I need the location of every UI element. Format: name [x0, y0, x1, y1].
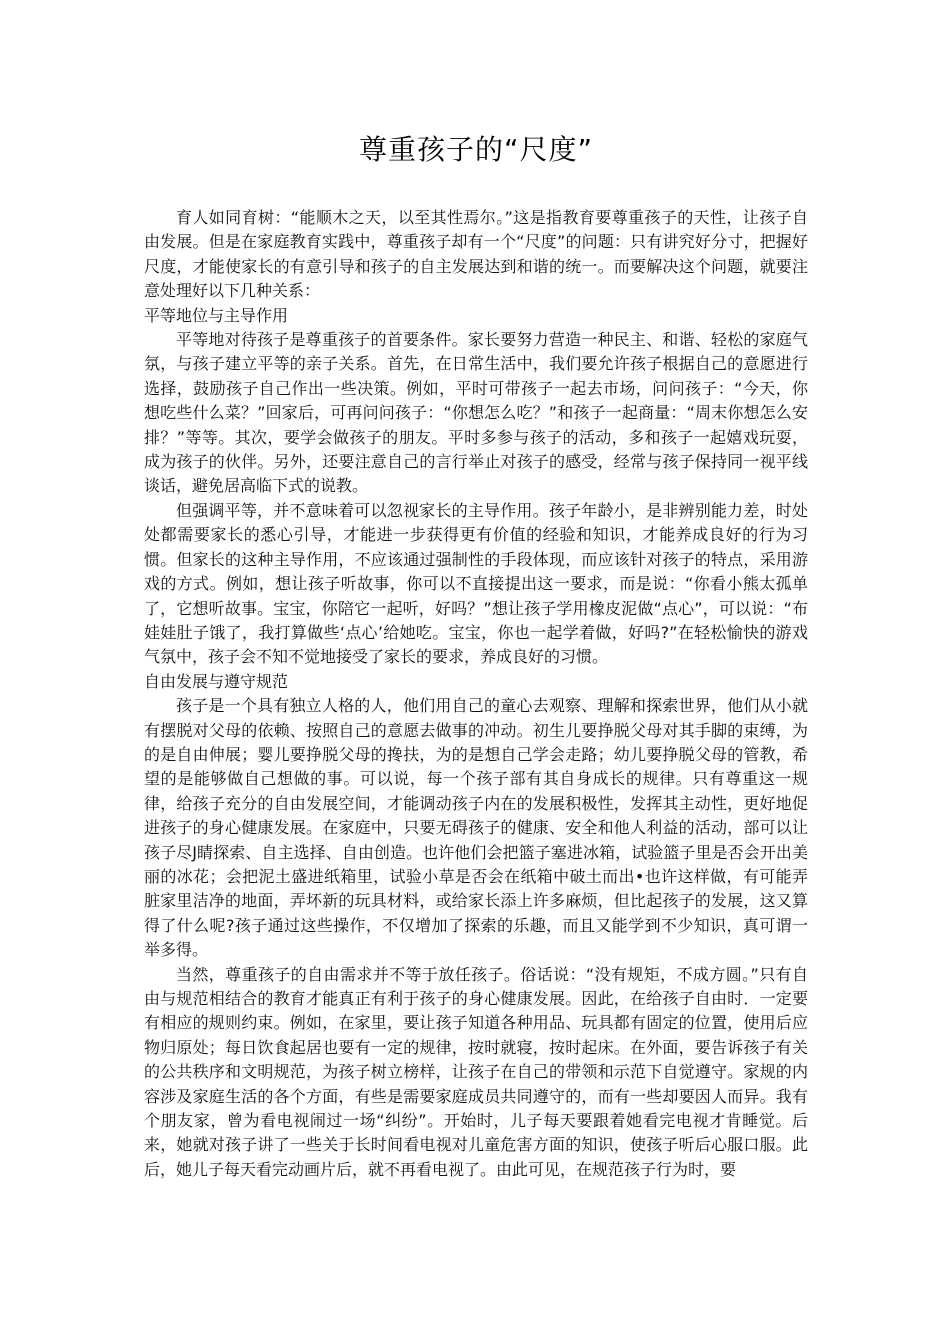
section-heading-freedom: 自由发展与遵守规范: [144, 671, 289, 691]
paragraph-freedom-2: 当然，尊重孩子的自由需求并不等于放任孩子。俗话说：“没有规矩，不成方圆。”只有自由与规范相结合的教育才能真正有利于孩子的身心健康发展。因此，在给孩子自由时．一定要有相应的规则约束。例如，在家里，要让孩子知道各种用品、玩具都有固定的位置，使用后应物归原处；每日饮食起居也要有一定的规律，按时就寝，按时起床。在外面，要告诉孩子有关的公共秩序和文明规范，为孩子树立榜样，让孩子在自己的带领和示范下自觉遵守。家规的内容涉及家庭生活的各个方面，有些是需要家庭成员共同遵守的，而有一些却要因人而异。我有个朋友家，曾为看电视闹过一场“纠纷”。开始时，儿子每天要跟着她看完电视才肯睡觉。后来，她就对孩子讲了一些关于长时间看电视对儿童危害方面的知识，使孩子听后心服口服。此后，她儿子每天看完动画片后，就不再看电视了。由此可见，在规范孩子行为时，要: [144, 964, 808, 1179]
paragraph-intro: 育人如同育树：“能顺木之天，以至其性焉尔。”这是指教育要尊重孩子的天性，让孩子自由发展。但是在家庭教育实践中，尊重孩子却有一个“尺度”的问题：只有讲究好分寸，把握好尺度，才能使家长的有意引导和孩子的自主发展达到和谐的统一。而要解决这个问题，就要注意处理好以下几种关系：: [144, 208, 808, 301]
section-heading-equality: 平等地位与主导作用: [144, 305, 289, 325]
paragraph-equality-1: 平等地对待孩子是尊重孩子的首要条件。家长要努力营造一种民主、和谐、轻松的家庭气氛，与孩子建立平等的亲子关系。首先，在日常生活中，我们要允许孩子根据自己的意愿进行选择，鼓励孩子自己作出一些决策。例如，平时可带孩子一起去市场，问问孩子：“今天，你想吃些什么菜？”回家后，可再问问孩子：“你想怎么吃？”和孩子一起商量：“周末你想怎么安排？”等等。其次，要学会做孩子的朋友。平时多参与孩子的活动，多和孩子一起嬉戏玩耍，成为孩子的伙伴。另外，还要注意自己的言行举止对孩子的感受，经常与孩子保持同一视平线谈话，避免居高临下式的说教。: [144, 330, 808, 496]
paragraph-equality-2: 但强调平等，并不意味着可以忽视家长的主导作用。孩子年龄小，是非辨别能力差，时处处都需要家长的悉心引导，才能进一步获得更有价值的经验和知识，才能养成良好的行为习惯。但家长的这种主导作用，不应该通过强制性的手段体现，而应该针对孩子的特点，采用游戏的方式。例如，想让孩子听故事，你可以不直接提出这一要求，而是说：“你看小熊太孤单了，它想听故事。宝宝，你陪它一起听，好吗？”想让孩子学用橡皮泥做“点心”，可以说：“布娃娃肚子饿了，我打算做些‘点心’给她吃。宝宝，你也一起学着做，好吗?”在轻松愉快的游戏气氛中，孩子会不知不觉地接受了家长的要求，养成良好的习惯。: [144, 500, 808, 667]
page-title: 尊重孩子的“尺度”: [358, 133, 593, 166]
paragraph-freedom-1: 孩子是一个具有独立人格的人，他们用自己的童心去观察、理解和探索世界，他们从小就有摆脱对父母的依赖、按照自己的意愿去做事的冲动。初生儿要挣脱父母对其手脚的束缚，为的是自由伸展；婴儿要挣脱父母的搀扶，为的是想自己学会走路；幼儿要挣脱父母的管教，希望的是能够做自己想做的事。可以说，每一个孩子部有其自身成长的规律。只有尊重这一规律，给孩子充分的自由发展空间，才能调动孩子内在的发展积极性，发挥其主动性，更好地促进孩子的身心健康发展。在家庭中，只要无碍孩子的健康、安全和他人利益的活动，部可以让孩子尽J睛探索、自主选择、自由创造。也许他们会把篮子塞进冰箱，试验篮子里是否会开出美丽的冰花；会把泥土盛进纸箱里，试验小草是否会在纸箱中破土而出•也许这样做，有可能弄脏家里洁净的地面，弄坏新的玩具材料，或给家长添上许多麻烦，但比起孩子的发展，这又算得了什么呢?孩子通过这些操作，不仅增加了探索的乐趣，而且又能学到不少知识，真可谓一举多得。: [144, 696, 808, 960]
